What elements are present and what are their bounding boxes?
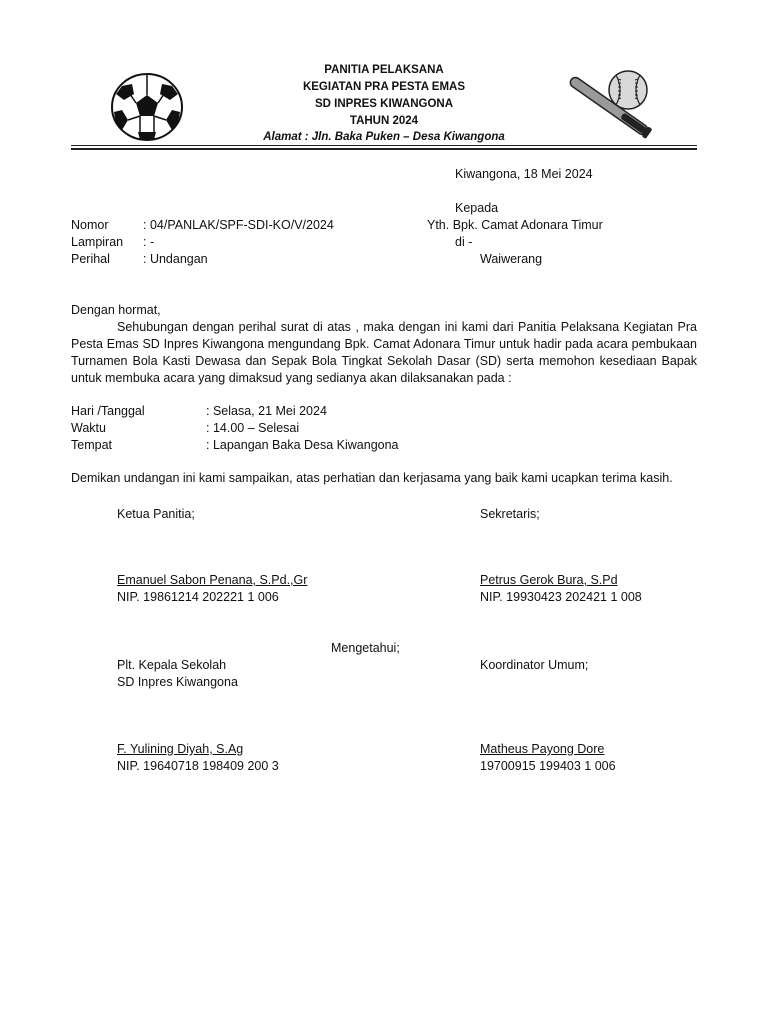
recipient-place: Waiwerang — [480, 252, 543, 266]
header-rule-thick — [71, 148, 697, 150]
nomor-label: Nomor — [71, 218, 109, 232]
perihal-label: Perihal — [71, 252, 110, 266]
lampiran-value: : - — [143, 235, 155, 249]
recipient-at: di - — [455, 235, 473, 249]
letterhead-line-2: KEGIATAN PRA PESTA EMAS — [302, 81, 466, 93]
recipient-label: Kepada — [455, 201, 499, 215]
letterhead-address: Alamat : Jln. Baka Puken – Desa Kiwangona — [263, 131, 505, 143]
kepsek-nip: NIP. 19640718 198409 200 3 — [117, 759, 279, 773]
hari-label: Hari /Tanggal — [71, 404, 145, 418]
place-date: Kiwangona, 18 Mei 2024 — [455, 167, 593, 181]
ketua-nip: NIP. 19861214 202221 1 006 — [117, 590, 279, 604]
letterhead-line-1: PANITIA PELAKSANA — [324, 64, 444, 76]
closing-text: Demikan undangan ini kami sampaikan, atas perhatian dan kerjasama yang baik kami ucapkan terima kasih. — [71, 471, 673, 485]
kepsek-title-2: SD Inpres Kiwangona — [117, 675, 238, 689]
lampiran-label: Lampiran — [71, 235, 124, 249]
koordinator-name: Matheus Payong Dore — [480, 742, 605, 756]
koordinator-nip: 19700915 199403 1 006 — [480, 759, 616, 773]
greeting: Dengan hormat, — [71, 303, 161, 317]
hari-value: : Selasa, 21 Mei 2024 — [206, 404, 327, 418]
ketua-title: Ketua Panitia; — [117, 507, 195, 521]
letterhead-line-4: TAHUN 2024 — [349, 115, 419, 127]
sekretaris-name: Petrus Gerok Bura, S.Pd — [480, 573, 618, 587]
sekretaris-nip: NIP. 19930423 202421 1 008 — [480, 590, 642, 604]
letterhead-line-3: SD INPRES KIWANGONA — [314, 98, 453, 110]
mengetahui-label: Mengetahui; — [331, 641, 400, 655]
kepsek-name: F. Yulining Diyah, S.Ag — [117, 742, 244, 756]
perihal-value: : Undangan — [143, 252, 208, 266]
nomor-value: : 04/PANLAK/SPF-SDI-KO/V/2024 — [143, 218, 334, 232]
header-rule-thin — [71, 145, 697, 146]
waktu-value: : 14.00 – Selesai — [206, 421, 300, 435]
sekretaris-title: Sekretaris; — [480, 507, 540, 521]
koordinator-title: Koordinator Umum; — [480, 658, 589, 672]
waktu-label: Waktu — [71, 421, 106, 435]
ketua-name: Emanuel Sabon Penana, S.Pd.,Gr — [117, 573, 308, 587]
kepsek-title-1: Plt. Kepala Sekolah — [117, 658, 227, 672]
body-paragraph: Sehubungan dengan perihal surat di atas , maka dengan ini kami dari Panitia Pelaksana Kegiatan Pra Pesta Emas SD Inpres Kiwangona mengundang Bpk. Camat Adonara Timur untuk hadir pada acara pembukaan Turnamen Bola Kasti Dewasa dan Sepak Bola Tingkat Sekolah Dasar (SD) serta memohon kesediaan Bapak untuk membuka acara yang dimaksud yang sedianya akan dilaksanakan pada : — [71, 320, 697, 385]
tempat-value: : Lapangan Baka Desa Kiwangona — [206, 438, 399, 452]
tempat-label: Tempat — [71, 438, 112, 452]
recipient-name: Yth. Bpk. Camat Adonara Timur — [427, 218, 603, 232]
